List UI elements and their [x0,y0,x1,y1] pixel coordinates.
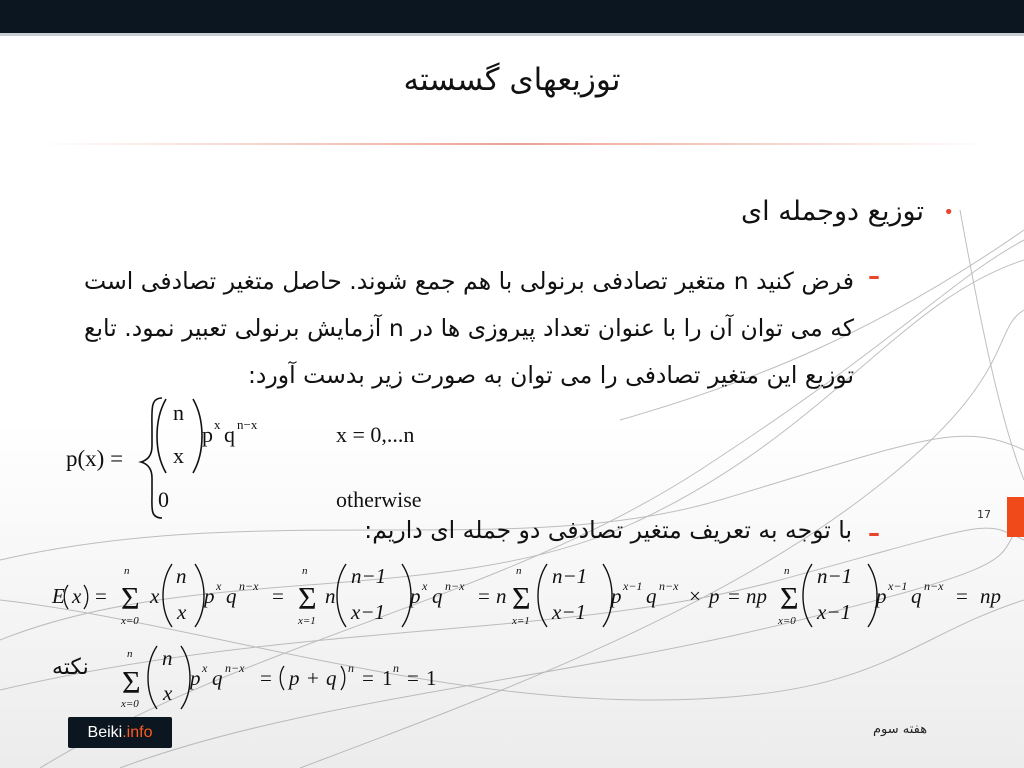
slide-title: توزیعهای گسسته [403,62,621,98]
page-number: 17 [977,508,991,521]
svg-text:Σ: Σ [122,664,141,700]
svg-text:Σ: Σ [298,580,317,616]
svg-text:+: + [307,666,319,690]
svg-text:x: x [422,579,428,593]
sub-bullet-dash-icon-2: – [868,519,880,547]
svg-text:np: np [980,584,1001,608]
footer-week-label: هفته سوم [873,722,928,737]
svg-text:n: n [124,565,130,577]
svg-text:x=0: x=0 [778,615,796,627]
svg-text:x−1: x−1 [888,579,908,593]
svg-text:n−x: n−x [659,579,679,593]
svg-text:×: × [689,584,701,608]
svg-text:Σ: Σ [780,580,799,616]
svg-text:q: q [911,584,922,608]
svg-text:n−x: n−x [924,579,944,593]
svg-text:Σ: Σ [512,580,531,616]
svg-text:n−x: n−x [237,417,258,432]
svg-text:p: p [709,584,720,608]
svg-text:n: n [162,646,173,670]
svg-text:x: x [163,681,173,705]
svg-text:q: q [432,584,443,608]
svg-text:x: x [202,661,208,675]
svg-text:n: n [516,565,522,577]
svg-text:x=0: x=0 [121,698,139,710]
svg-text:x: x [173,443,184,468]
bullet-text: توزیع دوجمله ای [741,196,924,227]
svg-text:n: n [784,565,790,577]
note-label: نکته [52,655,89,680]
definition-paragraph: فرض کنید n متغیر تصادفی برنولی با هم جمع شوند. حاصل متغیر تصادفی است که می توان آن را با عنوان تعداد پیروزی ها در n آزمایش برنولی تعبیر نمود. تابع توزیع این متغیر تصادفی را می توان به صورت زیر بدست آورد: [84,267,855,389]
svg-text:q: q [226,584,237,608]
page-accent-bar [1007,497,1024,537]
svg-text:p: p [190,666,201,690]
svg-text:p: p [876,584,887,608]
svg-text:x−1: x−1 [351,600,385,624]
svg-text:x: x [216,579,222,593]
svg-text:x: x [214,417,221,432]
svg-text:=: = [272,584,284,608]
svg-text:p: p [611,584,622,608]
logo-suffix: .info [122,723,153,741]
svg-text:n−x: n−x [239,579,259,593]
svg-text:p: p [202,422,213,447]
beiki-logo [68,717,172,748]
svg-text:1: 1 [382,666,393,690]
pmf-case2-condition: otherwise [336,487,422,512]
svg-text:=: = [362,666,374,690]
svg-text:1: 1 [426,666,437,690]
svg-text:n−1: n−1 [552,564,588,588]
sub-bullet-2-text: با توجه به تعریف متغیر تصادفی دو جمله ای داریم: [364,516,852,544]
svg-text:=: = [478,584,490,608]
svg-text:=: = [728,584,740,608]
pmf-lhs: p(x) = [66,446,124,471]
svg-text:=: = [95,584,107,608]
svg-text:x=1: x=1 [512,615,530,627]
pmf-case2-value: 0 [158,487,169,512]
svg-text:n−1: n−1 [817,564,853,588]
svg-text:np: np [746,584,767,608]
svg-text:x: x [150,584,160,608]
svg-text:n: n [173,400,184,425]
svg-text:q: q [326,666,337,690]
svg-text:p: p [289,666,300,690]
svg-text:x=1: x=1 [298,615,316,627]
logo-main: Beiki [87,723,123,741]
svg-text:x−1: x−1 [623,579,643,593]
svg-text:q: q [646,584,657,608]
svg-text:p: p [204,584,215,608]
svg-text:q: q [224,422,235,447]
svg-text:=: = [407,666,419,690]
svg-text:n: n [302,565,308,577]
svg-text:n: n [176,564,187,588]
svg-text:x−1: x−1 [817,600,851,624]
svg-text:n: n [348,661,354,675]
svg-text:x−1: x−1 [552,600,586,624]
svg-text:n−x: n−x [445,579,465,593]
pmf-case1-condition: x = 0,...n [336,422,415,447]
bullet-dot-icon: • [943,202,954,223]
sub-bullet-dash-icon: – [868,262,880,290]
svg-text:x: x [72,584,82,608]
svg-text:E: E [52,584,65,608]
svg-text:=: = [260,666,272,690]
svg-text:n−x: n−x [225,661,245,675]
svg-text:p: p [410,584,421,608]
svg-text:x: x [177,600,187,624]
svg-text:n−1: n−1 [351,564,387,588]
svg-text:n: n [127,648,133,660]
svg-text:Σ: Σ [121,580,140,616]
svg-text:=: = [956,584,968,608]
svg-text:n: n [325,584,336,608]
svg-text:n: n [393,661,399,675]
svg-text:x=0: x=0 [121,615,139,627]
svg-text:q: q [212,666,223,690]
svg-text:n: n [496,584,507,608]
